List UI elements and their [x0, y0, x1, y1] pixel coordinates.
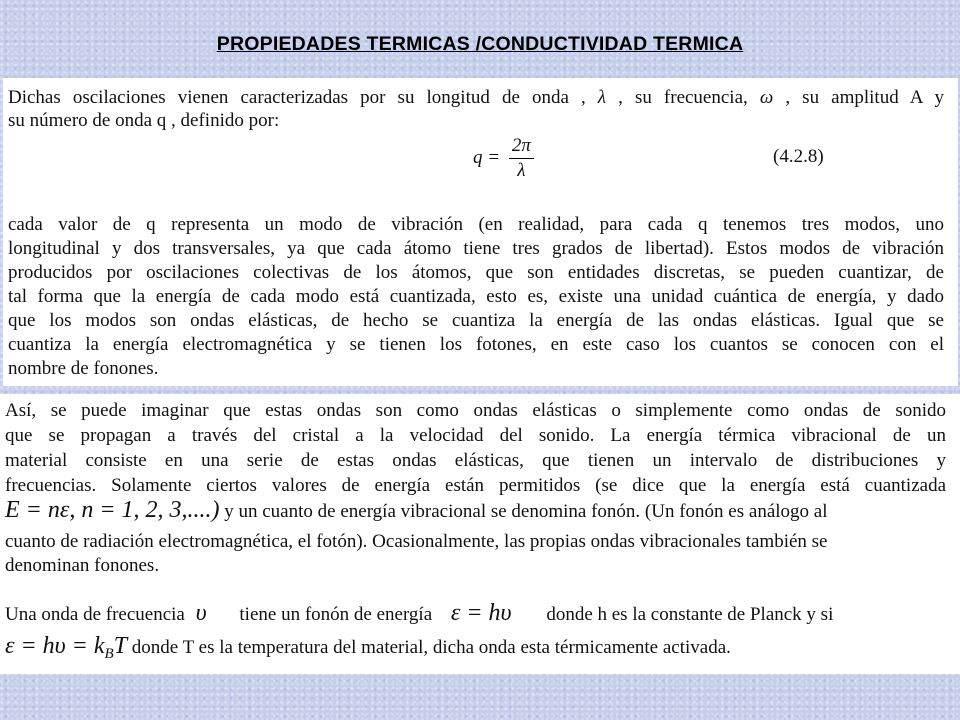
thermal-activation-formula: ε = hυ = k	[5, 633, 105, 659]
boltzmann-subscript: B	[104, 646, 114, 662]
paragraph-line: material consiste en una serie de estas ondas elásticas, que tienen un intervalo de distribuciones y	[5, 450, 946, 471]
paragraph-line: cuantiza la energía electromagnética y se tienen los fotones, en este caso los cuantos se conocen con el	[8, 334, 944, 355]
fraction-denominator: λ	[517, 160, 526, 181]
text-panel-phonon-modes	[3, 78, 958, 386]
paragraph-line: tal forma que la energía de cada modo está cuantizada, esto es, existe una unidad cuántica de energía, y dado	[8, 286, 944, 307]
phonon-energy-formula: ε = hυ	[450, 600, 512, 626]
text-segment: , su frecuencia,	[606, 87, 760, 108]
equation-4-2-8	[473, 134, 534, 183]
paragraph-line: producidos por oscilaciones colectivas de los átomos, que son entidades discretas, se pueden cuantizar, de	[8, 262, 944, 283]
text-segment: donde T es la temperatura del material, dicha onda esta térmicamente activada.	[127, 637, 731, 658]
upsilon-symbol: υ	[195, 600, 207, 626]
paragraph-line	[5, 498, 946, 524]
paragraph-line: que los modos son ondas elásticas, de hecho se cuantiza la energía de las ondas elásticas. Igual que se	[8, 310, 944, 331]
equation-number: (4.2.8)	[773, 146, 824, 167]
page-title: PROPIEDADES TERMICAS /CONDUCTIVIDAD TERMICA	[216, 33, 744, 55]
fraction-numerator: 2π	[509, 134, 534, 159]
paragraph-line	[8, 86, 944, 110]
paragraph-line	[5, 601, 946, 627]
paragraph-line: denominan fonones.	[5, 555, 160, 576]
text-segment: tiene un fonón de energía	[234, 604, 437, 625]
text-segment: y un cuanto de energía vibracional se denomina fonón. (Un fonón es análogo al	[219, 501, 828, 522]
paragraph-line: frecuencias. Solamente ciertos valores de energía están permitidos (se dice que la energía está cuantizada	[5, 475, 946, 496]
paragraph-line: su número de onda q , definido por:	[8, 110, 280, 131]
paragraph-line: cuanto de radiación electromagnética, el fotón). Ocasionalmente, las propias ondas vibracionales también se	[5, 531, 828, 552]
text-segment: Dichas oscilaciones vienen caracterizadas por su longitud de onda ,	[8, 87, 598, 108]
text-panel-phonons	[0, 394, 960, 674]
text-segment: , su amplitud A y	[773, 87, 944, 108]
quantized-energy-formula: E = nε, n = 1, 2, 3,....)	[5, 497, 220, 523]
text-segment: Una onda de frecuencia	[5, 604, 190, 625]
paragraph-line: nombre de fonones.	[8, 358, 159, 379]
paragraph-line: longitudinal y dos transversales, ya que cada átomo tiene tres grados de libertad). Estos modos de vibración	[8, 238, 944, 259]
lambda-symbol: λ	[597, 87, 607, 108]
fraction	[509, 134, 534, 183]
text-segment: donde h es la constante de Planck y si	[541, 604, 834, 625]
paragraph-line: Así, se puede imaginar que estas ondas son como ondas elásticas o simplemente como ondas de sonido	[5, 400, 946, 421]
omega-symbol: ω	[759, 87, 774, 108]
paragraph-line: que se propagan a través del cristal a la velocidad del sonido. La energía térmica vibracional de un	[5, 425, 946, 446]
temperature-symbol: T	[113, 633, 128, 659]
paragraph-line	[5, 634, 946, 666]
paragraph-line: cada valor de q representa un modo de vibración (en realidad, para cada q tenemos tres modos, uno	[8, 214, 944, 235]
equation-lhs: q =	[473, 146, 501, 168]
